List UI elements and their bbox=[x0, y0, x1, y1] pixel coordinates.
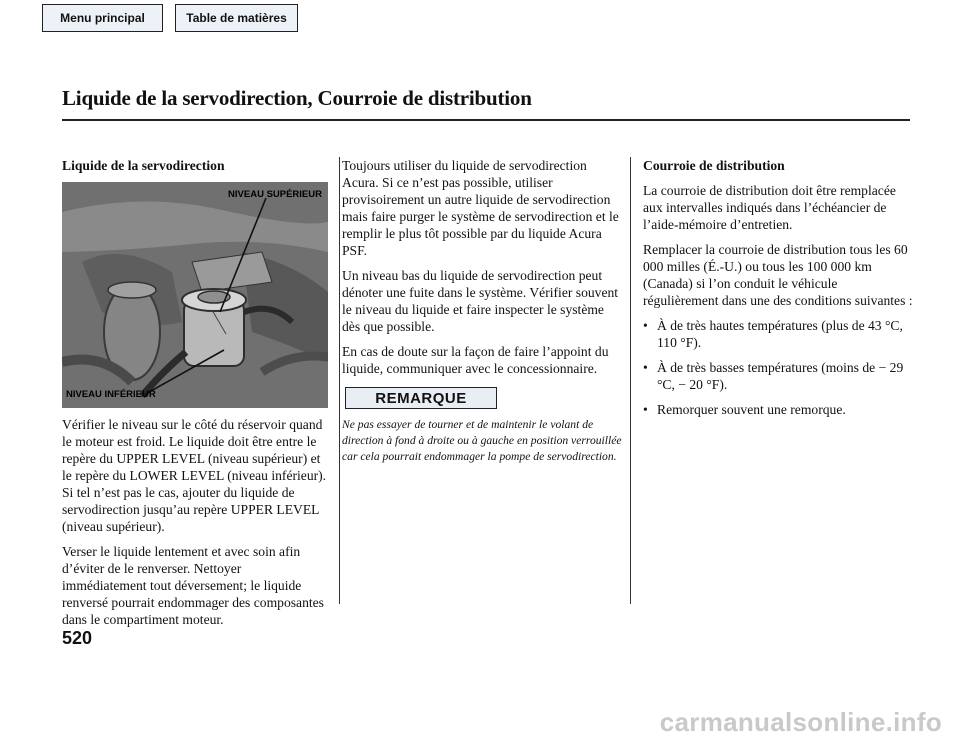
remark-badge: REMARQUE bbox=[345, 387, 497, 409]
list-item: • À de très basses températures (moins de − 29 °C, − 20 °F). bbox=[643, 359, 913, 393]
paragraph-pour-carefully: Verser le liquide lentement et avec soin afin d’éviter de le renverser. Nettoyer immédiatement tout déversement; le liquide renversé pourrait endommager des composantes dans le compartiment moteur. bbox=[62, 544, 324, 627]
column-fluid-advice bbox=[342, 157, 624, 473]
paragraph-contact-dealer: En cas de doute sur la façon de faire l’appoint du liquide, communiquer avec le concessionnaire. bbox=[342, 344, 609, 376]
column-timing-belt bbox=[643, 157, 913, 426]
reservoir-illustration bbox=[62, 182, 328, 408]
remark-note: Ne pas essayer de tourner et de maintenir le volant de direction à fond à droite ou à gauche en position verrouillée car cela pourrait endommager la pompe de servodirection. bbox=[342, 418, 622, 463]
section-heading-timing-belt: Courroie de distribution bbox=[643, 158, 785, 173]
list-item: • Remorquer souvent une remorque. bbox=[643, 401, 913, 418]
list-item: • À de très hautes températures (plus de 43 °C, 110 °F). bbox=[643, 317, 913, 351]
column-divider-2 bbox=[630, 157, 631, 604]
page-number: 520 bbox=[62, 628, 93, 648]
column-power-steering bbox=[62, 157, 328, 636]
upper-level-label: NIVEAU SUPÉRIEUR bbox=[228, 189, 322, 200]
lower-level-label: NIVEAU INFÉRIEUR bbox=[66, 389, 156, 400]
column-divider-1 bbox=[339, 157, 340, 604]
page-title: Liquide de la servodirection, Courroie de distribution bbox=[62, 86, 532, 110]
paragraph-replace-conditions: Remplacer la courroie de distribution tous les 60 000 milles (É.-U.) ou tous les 100 000 km (Canada) si l’on conduit le véhicule régulièrement dans une des conditions suivantes : bbox=[643, 242, 913, 308]
site-watermark: carmanualsonline.info bbox=[659, 707, 942, 737]
conditions-list bbox=[643, 317, 913, 418]
paragraph-use-acura-fluid: Toujours utiliser du liquide de servodirection Acura. Si ce n’est pas possible, utiliser provisoirement un autre liquide de servodirection mais faire purger le système de servodirection et le remplir le plus tôt possible par du liquide Acura PSF. bbox=[342, 158, 619, 258]
paragraph-check-level: Vérifier le niveau sur le côté du réservoir quand le moteur est froid. Le liquide doit être entre le repère du UPPER LEVEL (niveau supérieur) et le repère du LOWER LEVEL (niveau inférieur). Si tel n’est pas le cas, ajouter du liquide de servodirection jusqu’au repère UPPER LEVEL (niveau supérieur). bbox=[62, 417, 327, 534]
main-menu-button[interactable]: Menu principal bbox=[42, 4, 163, 32]
engine-reservoir-photo bbox=[62, 182, 328, 408]
table-of-contents-button[interactable]: Table de matières bbox=[175, 4, 298, 32]
title-divider bbox=[62, 119, 910, 121]
paragraph-belt-intervals: La courroie de distribution doit être remplacée aux intervalles indiqués dans l’échéancier de l’aide-mémoire d’entretien. bbox=[643, 183, 896, 232]
section-heading-power-steering: Liquide de la servodirection bbox=[62, 158, 225, 173]
paragraph-low-level: Un niveau bas du liquide de servodirection peut dénoter une fuite dans le système. Vérifier souvent le niveau du liquide et faire inspecter le système dès que possible. bbox=[342, 268, 619, 334]
